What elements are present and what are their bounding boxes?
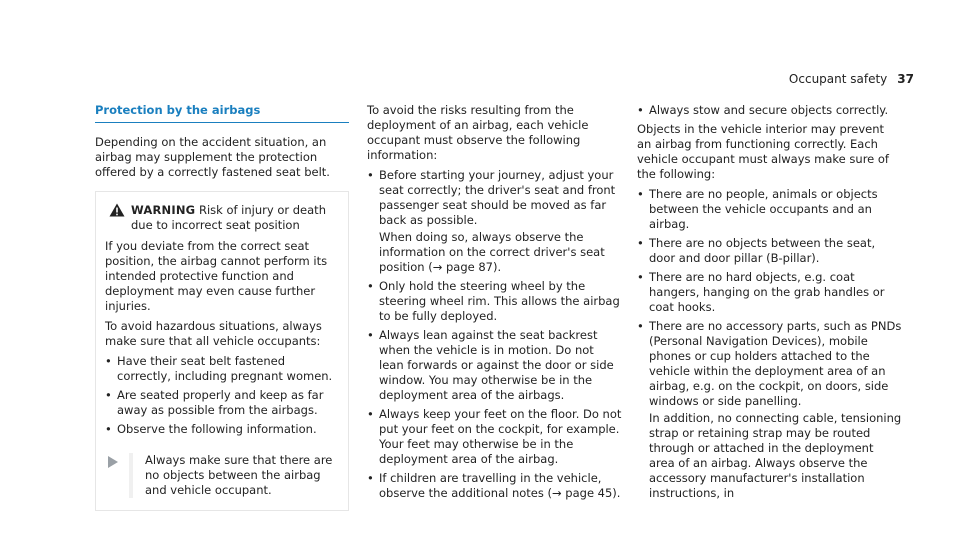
warning-paragraph-1: If you deviate from the correct seat position, the airbag cannot perform its intended protective function and deployment may even cause further injuries. (105, 239, 328, 313)
list-item: • Observe the following information. (105, 422, 317, 436)
bullet-list (637, 187, 902, 501)
warning-paragraph-2: To avoid hazardous situations, always make sure that all vehicle occupants: (105, 319, 322, 348)
bullet-list (367, 168, 622, 501)
sub-paragraph: When doing so, always observe the information on the correct driver's seat position (→ page 87). (379, 230, 605, 274)
sub-paragraph: In addition, no connecting cable, tensioning strap or retaining strap may be routed through or attached in the deployment area of an airbag. Always observe the accessory manufacturer's installation instructions, in (649, 411, 902, 500)
list-item: • Before starting your journey, adjust your seat correctly; the driver's seat and front passenger seat should be moved as far back as possible. When doing so, always observe the information on the correct driver's seat position (→ page 87). (367, 168, 622, 275)
section-heading: Protection by the airbags (95, 103, 261, 117)
note-arrow-icon (107, 456, 119, 468)
bullet: • (105, 422, 112, 436)
column-2 (367, 103, 622, 505)
warning-bullet-list (105, 354, 339, 437)
list-item: • There are no accessory parts, such as PNDs (Personal Navigation Devices), mobile phones or cup holders attached to the vehicle within the deployment area of an airbag, e.g. on the cockpit, on doors, side windows or side panelling. In addition, no connecting cable, tensioning strap or retaining strap may be routed through or attached in the deployment area of an airbag. Always observe the accessory manufacturer's installation instructions, in (637, 319, 902, 500)
bullet: • (367, 168, 374, 182)
bullet: • (637, 270, 644, 284)
list-item: • Have their seat belt fastened correctly, including pregnant women. (105, 354, 333, 383)
bullet: • (105, 388, 112, 402)
list-item: • Always stow and secure objects correctly. (637, 103, 889, 117)
bullet: • (637, 187, 644, 201)
list-item: • Always keep your feet on the floor. Do not put your feet on the cockpit, for example. Your feet may otherwise be in the deployment area of the airbag. (367, 407, 622, 466)
section-title: Occupant safety (788, 72, 888, 86)
warning-label: WARNING (131, 203, 196, 217)
note-text: Always make sure that there are no objects between the airbag and vehicle occupant. (129, 453, 339, 498)
list-item: • There are no people, animals or objects between the vehicle occupants and an airbag. (637, 187, 878, 231)
page-header (789, 72, 914, 87)
column-3 (637, 103, 902, 505)
intro-paragraph: To avoid the risks resulting from the deployment of an airbag, each vehicle occupant must observe the following information: (367, 103, 589, 162)
warning-headline-block (131, 203, 339, 233)
note-box (105, 453, 339, 498)
list-item: • There are no hard objects, e.g. coat hangers, hanging on the grab handles or coat hooks. (637, 270, 885, 314)
bullet: • (367, 279, 374, 293)
list-item: • Always lean against the seat backrest when the vehicle is in motion. Do not lean forwards or against the door or side window. You may otherwise be in the deployment area of the airbags. (367, 328, 614, 402)
bullet: • (367, 471, 374, 485)
warning-box (95, 191, 349, 511)
column-1 (95, 103, 349, 511)
heading-rule (95, 122, 349, 123)
list-item: • Only hold the steering wheel by the steering wheel rim. This allows the airbag to be fully deployed. (367, 279, 620, 323)
body-paragraph: Objects in the vehicle interior may prevent an airbag from functioning correctly. Each vehicle occupant must always make sure of the following: (637, 122, 889, 181)
bullet-list (637, 103, 902, 118)
list-item: • If children are travelling in the vehicle, observe the additional notes (→ page 45). (367, 471, 621, 500)
bullet: • (367, 328, 374, 342)
page-number: 37 (897, 72, 914, 86)
bullet: • (105, 354, 112, 368)
list-item: • There are no objects between the seat, door and door pillar (B-pillar). (637, 236, 876, 265)
bullet: • (637, 236, 644, 250)
list-item: • Are seated properly and keep as far away as possible from the airbags. (105, 388, 324, 417)
warning-headline: Risk of injury or death due to incorrect seat position (131, 203, 326, 232)
bullet: • (367, 407, 374, 421)
warning-header (105, 203, 339, 233)
intro-paragraph: Depending on the accident situation, an airbag may supplement the protection offered by a correctly fastened seat belt. (95, 135, 330, 179)
bullet: • (637, 319, 644, 333)
warning-triangle-icon (109, 203, 125, 217)
bullet: • (637, 103, 644, 117)
